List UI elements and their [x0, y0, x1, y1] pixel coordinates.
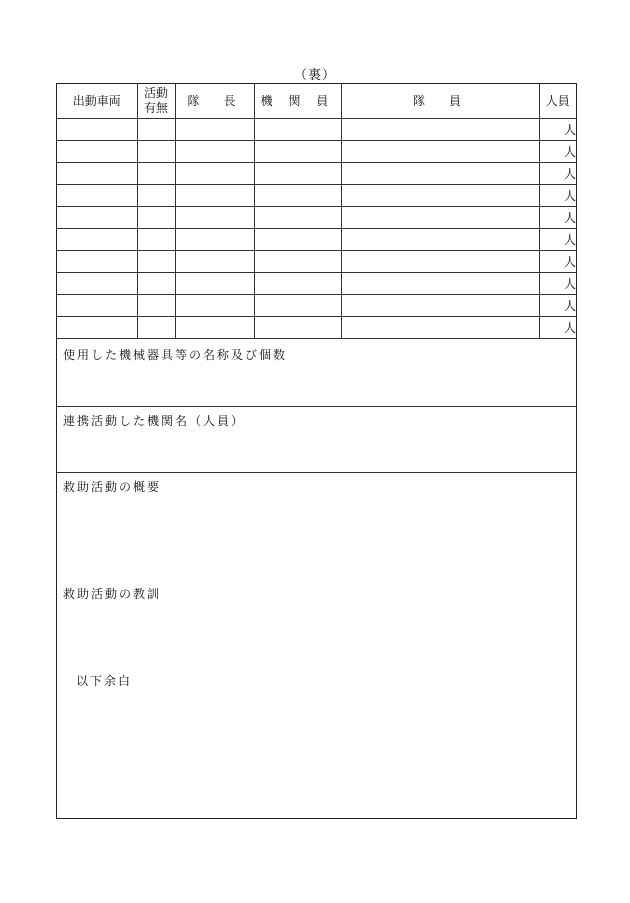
cell-activity[interactable] — [137, 229, 175, 251]
cell-captain[interactable] — [175, 119, 254, 141]
cell-personnel[interactable]: 人 — [539, 207, 576, 229]
table-row — [57, 207, 576, 229]
cell-members[interactable] — [341, 163, 539, 185]
cell-captain[interactable] — [175, 207, 254, 229]
cell-members[interactable] — [341, 295, 539, 317]
cell-captain[interactable] — [175, 317, 254, 339]
cell-engineer[interactable] — [254, 207, 341, 229]
cell-members[interactable] — [341, 185, 539, 207]
crew-table — [57, 84, 576, 339]
rescue-detail-section[interactable] — [57, 473, 576, 818]
equipment-label: 使用した機械器具等の名称及び個数 — [63, 348, 288, 362]
header-engineer: 機 関 員 — [254, 84, 341, 119]
cell-engineer[interactable] — [254, 141, 341, 163]
cell-engineer[interactable] — [254, 273, 341, 295]
cell-personnel[interactable]: 人 — [539, 317, 576, 339]
cell-personnel[interactable]: 人 — [539, 229, 576, 251]
cell-vehicle[interactable] — [57, 273, 137, 295]
header-captain: 隊 長 — [175, 84, 254, 119]
table-row — [57, 229, 576, 251]
cell-personnel[interactable]: 人 — [539, 141, 576, 163]
cell-members[interactable] — [341, 251, 539, 273]
cell-captain[interactable] — [175, 229, 254, 251]
cell-members[interactable] — [341, 273, 539, 295]
page-title: （裏） — [293, 68, 336, 83]
table-row — [57, 251, 576, 273]
summary-label: 救助活動の概要 — [63, 480, 162, 494]
cell-personnel[interactable]: 人 — [539, 185, 576, 207]
cell-vehicle[interactable] — [57, 185, 137, 207]
cooperation-section[interactable] — [57, 407, 576, 473]
cell-vehicle[interactable] — [57, 317, 137, 339]
cell-personnel[interactable]: 人 — [539, 163, 576, 185]
table-row — [57, 163, 576, 185]
cell-captain[interactable] — [175, 273, 254, 295]
header-activity: 活動 有無 — [137, 84, 175, 119]
cell-vehicle[interactable] — [57, 251, 137, 273]
report-form — [56, 83, 577, 819]
cell-vehicle[interactable] — [57, 229, 137, 251]
cell-engineer[interactable] — [254, 185, 341, 207]
cell-vehicle[interactable] — [57, 163, 137, 185]
cell-captain[interactable] — [175, 251, 254, 273]
lessons-label: 救助活動の教訓 — [63, 587, 162, 601]
cell-captain[interactable] — [175, 295, 254, 317]
cell-captain[interactable] — [175, 163, 254, 185]
cell-engineer[interactable] — [254, 251, 341, 273]
cell-personnel[interactable]: 人 — [539, 273, 576, 295]
table-row — [57, 295, 576, 317]
table-row — [57, 273, 576, 295]
cell-activity[interactable] — [137, 251, 175, 273]
crew-table-body — [57, 119, 576, 339]
header-vehicle: 出動車両 — [57, 84, 137, 119]
cell-captain[interactable] — [175, 141, 254, 163]
cell-personnel[interactable]: 人 — [539, 251, 576, 273]
cell-captain[interactable] — [175, 185, 254, 207]
cell-engineer[interactable] — [254, 163, 341, 185]
cell-activity[interactable] — [137, 141, 175, 163]
cell-engineer[interactable] — [254, 229, 341, 251]
crew-table-header — [57, 84, 576, 119]
cell-activity[interactable] — [137, 207, 175, 229]
cell-members[interactable] — [341, 229, 539, 251]
cell-activity[interactable] — [137, 273, 175, 295]
table-row — [57, 185, 576, 207]
header-personnel: 人員 — [539, 84, 576, 119]
cell-activity[interactable] — [137, 119, 175, 141]
cell-engineer[interactable] — [254, 119, 341, 141]
header-members: 隊 員 — [341, 84, 539, 119]
cell-activity[interactable] — [137, 163, 175, 185]
equipment-section[interactable] — [57, 341, 576, 407]
cell-activity[interactable] — [137, 185, 175, 207]
table-row — [57, 141, 576, 163]
cell-activity[interactable] — [137, 317, 175, 339]
cell-vehicle[interactable] — [57, 119, 137, 141]
cell-activity[interactable] — [137, 295, 175, 317]
cell-members[interactable] — [341, 317, 539, 339]
cell-members[interactable] — [341, 119, 539, 141]
cell-engineer[interactable] — [254, 317, 341, 339]
table-row — [57, 317, 576, 339]
cell-engineer[interactable] — [254, 295, 341, 317]
cell-members[interactable] — [341, 141, 539, 163]
cell-personnel[interactable]: 人 — [539, 295, 576, 317]
cell-members[interactable] — [341, 207, 539, 229]
end-note: 以下余白 — [76, 674, 133, 688]
cell-vehicle[interactable] — [57, 141, 137, 163]
cell-vehicle[interactable] — [57, 207, 137, 229]
cell-personnel[interactable]: 人 — [539, 119, 576, 141]
table-row — [57, 119, 576, 141]
cell-vehicle[interactable] — [57, 295, 137, 317]
cooperation-label: 連携活動した機関名（人員） — [63, 414, 246, 428]
